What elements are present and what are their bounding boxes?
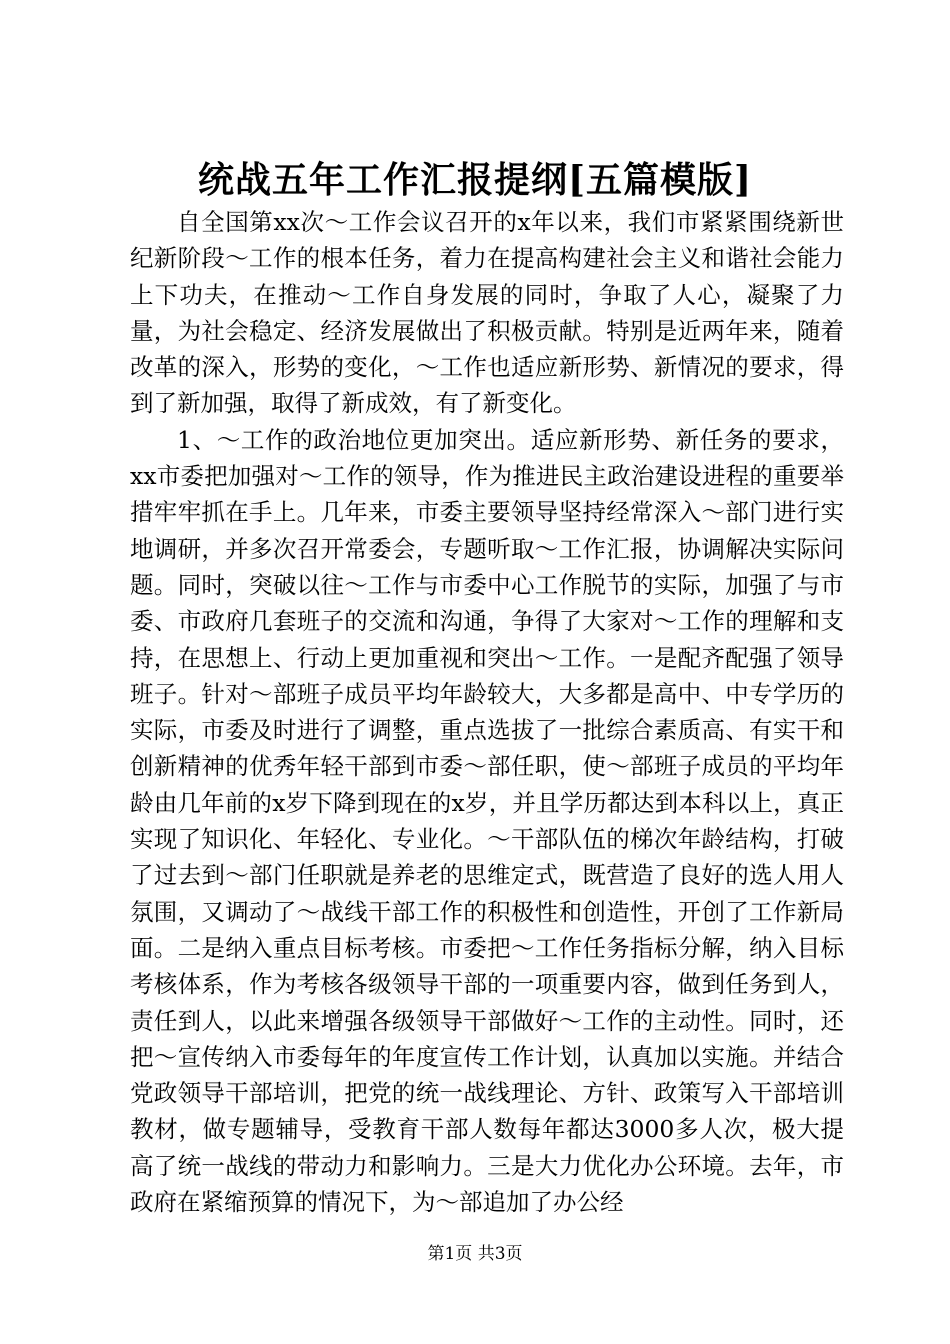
paragraph-section-1: 1、～工作的政治地位更加突出。适应新形势、新任务的要求，xx市委把加强对～工作的领导，作为推进民主政治建设进程的重要举措牢牢抓在手上。几年来，市委主要领导坚持经常深入～部门进行实地调研，并多次召开常委会，专题听取～工作汇报，协调解决实际问题。同时，突破以往～工作与市委中心工作脱节的实际，加强了与市委、市政府几套班子的交流和沟通，争得了大家对～工作的理解和支持，在思想上、行动上更加重视和突出～工作。一是配齐配强了领导班子。针对～部班子成员平均年龄较大，大多都是高中、中专学历的实际，市委及时进行了调整，重点选拔了一批综合素质高、有实干和创新精神的优秀年轻干部到市委～部任职，使～部班子成员的平均年龄由几年前的x岁下降到现在的x岁，并且学历都达到本科以上，真正实现了知识化、年轻化、专业化。～干部队伍的梯次年龄结构，打破了过去到～部门任职就是养老的思维定式，既营造了良好的选人用人氛围，又调动了～战线干部工作的积极性和创造性，开创了工作新局面。二是纳入重点目标考核。市委把～工作任务指标分解，纳入目标考核体系，作为考核各级领导干部的一项重要内容，做到任务到人，责任到人，以此来增强各级领导干部做好～工作的主动性。同时，还把～宣传纳入市委每年的年度宣传工作计划，认真加以实施。并结合党政领导干部培训，把党的统一战线理论、方针、政策写入干部培训教材，做专题辅导，受教育干部人数每年都达3000多人次，极大提高了统一战线的带动力和影响力。三是大力优化办公环境。去年，市政府在紧缩预算的情况下，为～部追加了办公经: [130, 425, 844, 1217]
page-footer: 第1页 共3页: [427, 1244, 523, 1264]
document-body: [130, 204, 844, 1220]
paragraph-intro: 自全国第xx次～工作会议召开的x年以来，我们市紧紧围绕新世纪新阶段～工作的根本任务，着力在提高构建社会主义和谐社会能力上下功夫，在推动～工作自身发展的同时，争取了人心，凝聚了力量，为社会稳定、经济发展做出了积极贡献。特别是近两年来，随着改革的深入，形势的变化，～工作也适应新形势、新情况的要求，得到了新加强，取得了新成效，有了新变化。: [130, 208, 844, 418]
document-title: 统战五年工作汇报提纲[五篇模版]: [197, 159, 753, 201]
